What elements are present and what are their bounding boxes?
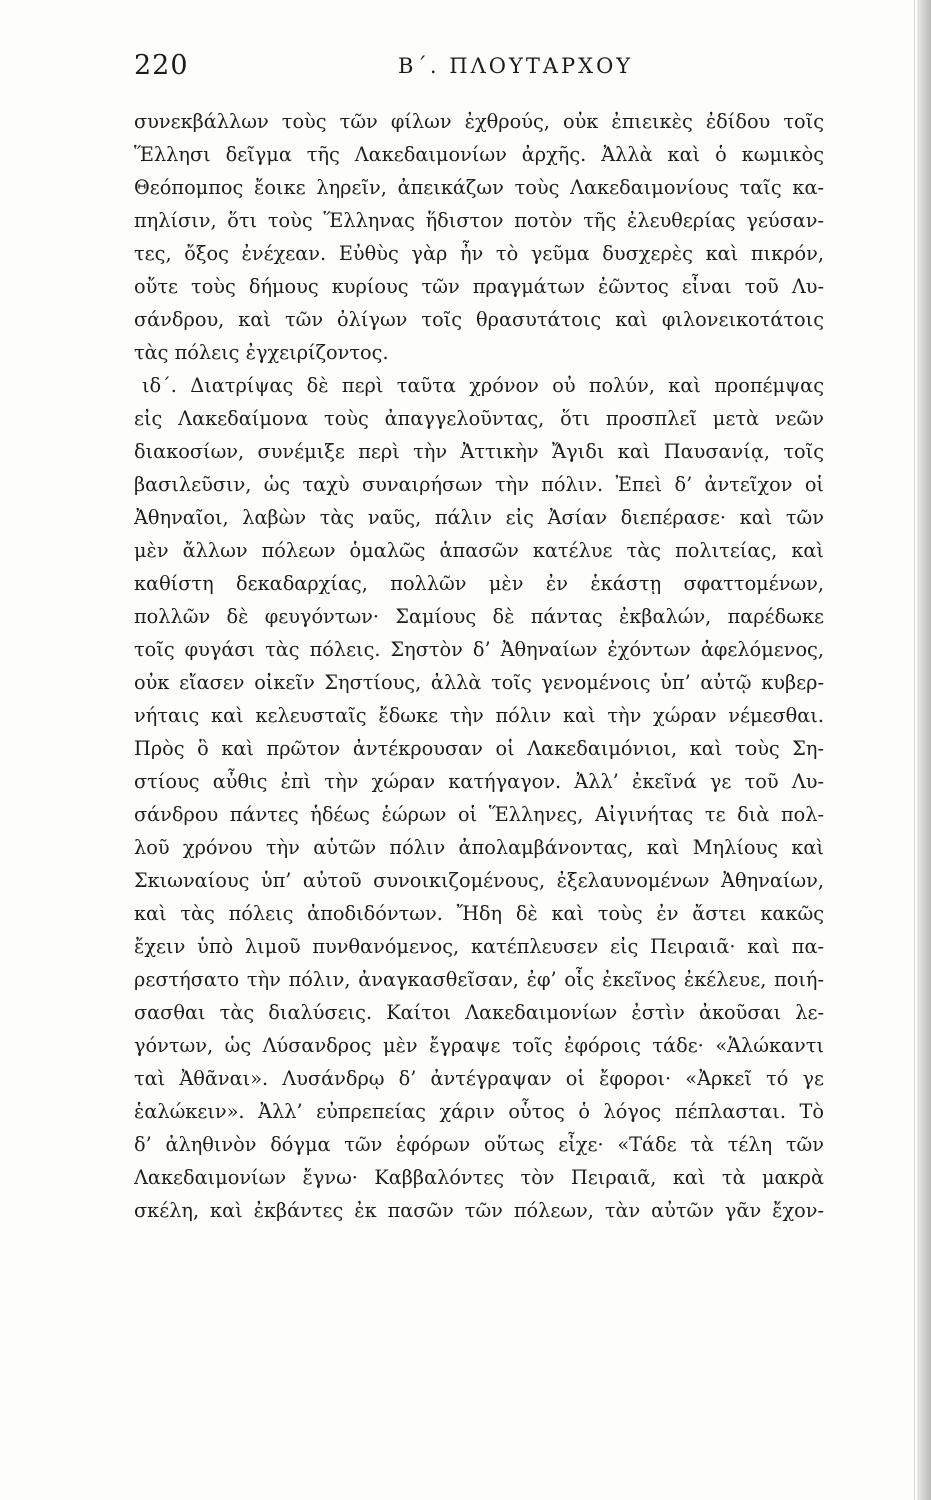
text-line: λοῦ χρόνου τὴν αὑτῶν πόλιν ἀπολαμβάνοντας, καὶ Μηλίους καὶ: [134, 836, 824, 859]
text-line: ἑαλώκειν». Ἀλλ’ εὐπρεπείας χάριν οὗτος ὁ λόγος πέπλασται. Τὸ: [134, 1100, 824, 1123]
page-header: [134, 50, 814, 94]
text-line: τοῖς φυγάσι τὰς πόλεις. Σηστὸν δ’ Ἀθηναίων ἐχόντων ἀφελόμενος,: [134, 638, 824, 661]
page-edge-shadow: [917, 0, 931, 1500]
text-line: πολλῶν δὲ φευγόντων· Σαμίους δὲ πάντας ἐκβαλών, παρέδωκε: [134, 605, 824, 628]
page-edge-line: [914, 0, 915, 1500]
text-line: Ἕλλησι δεῖγμα τῆς Λακεδαιμονίων ἀρχῆς. Ἀλλὰ καὶ ὁ κωμικὸς: [134, 143, 824, 166]
text-line: μὲν ἄλλων πόλεων ὁμαλῶς ἁπασῶν κατέλυε τὰς πολιτείας, καὶ: [134, 539, 824, 562]
text-line: ἔχειν ὑπὸ λιμοῦ πυνθανόμενος, κατέπλευσεν εἰς Πειραιᾶ· καὶ πα-: [134, 935, 824, 958]
text-line: στίους αὖθις ἐπὶ τὴν χώραν κατήγαγον. Ἀλλ’ ἐκεῖνά γε τοῦ Λυ-: [134, 770, 824, 793]
text-line: καθίστη δεκαδαρχίας, πολλῶν μὲν ἐν ἑκάστῃ σφαττομένων,: [134, 572, 824, 595]
text-line: ρεστήσατο τὴν πόλιν, ἀναγκασθεῖσαν, ἐφ’ οἷς ἐκεῖνος ἐκέλευε, ποιή-: [134, 968, 824, 991]
text-line: δ’ ἀληθινὸν δόγμα τῶν ἐφόρων οὕτως εἶχε· «Τάδε τὰ τέλη τῶν: [134, 1133, 824, 1156]
text-line: τὰς πόλεις ἐγχειρίζοντος.: [134, 341, 389, 364]
text-line: Ἀθηναῖοι, λαβὼν τὰς ναῦς, πάλιν εἰς Ἀσίαν διεπέρασε· καὶ τῶν: [134, 506, 824, 529]
text-line: ταὶ Ἀθᾶναι». Λυσάνδρῳ δ’ ἀντέγραψαν οἱ ἔφοροι· «Ἀρκεῖ τό γε: [134, 1067, 824, 1090]
text-line: γόντων, ὡς Λύσανδρος μὲν ἔγραψε τοῖς ἐφόροις τάδε· «Ἁλώκαντι: [134, 1034, 824, 1057]
section-heading-line: ιδ΄. Διατρίψας δὲ περὶ ταῦτα χρόνον οὐ πολύν, καὶ προπέμψας: [142, 374, 824, 397]
text-line: σκέλη, καὶ ἐκβάντες ἐκ πασῶν τῶν πόλεων, τὰν αὐτῶν γᾶν ἔχον-: [134, 1199, 824, 1222]
page-number: 220: [134, 50, 189, 81]
text-line: σάνδρου πάντες ἡδέως ἑώρων οἱ Ἕλληνες, Αἰγινήτας τε διὰ πολ-: [134, 803, 824, 826]
text-line: πηλίσιν, ὅτι τοὺς Ἕλληνας ἥδιστον ποτὸν τῆς ἐλευθερίας γεύσαν-: [134, 209, 824, 232]
text-line: εἰς Λακεδαίμονα τοὺς ἀπαγγελοῦντας, ὅτι προσπλεῖ μετὰ νεῶν: [134, 407, 824, 430]
text-line: διακοσίων, συνέμιξε περὶ τὴν Ἀττικὴν Ἄγιδι καὶ Παυσανίᾳ, τοῖς: [134, 440, 824, 463]
text-line: Θεόπομπος ἔοικε ληρεῖν, ἀπεικάζων τοὺς Λακεδαιμονίους ταῖς κα-: [134, 176, 824, 199]
text-line: τες, ὄξος ἐνέχεαν. Εὐθὺς γὰρ ἦν τὸ γεῦμα δυσχερὲς καὶ πικρόν,: [134, 242, 824, 265]
text-line: οὔτε τοὺς δήμους κυρίους τῶν πραγμάτων ἐῶντος εἶναι τοῦ Λυ-: [134, 275, 824, 298]
body-text: [134, 105, 824, 1227]
text-line: συνεκβάλλων τοὺς τῶν φίλων ἐχθρούς, οὐκ ἐπιεικὲς ἐδίδου τοῖς: [134, 110, 824, 133]
text-line: σασθαι τὰς διαλύσεις. Καίτοι Λακεδαιμονίων ἐστὶν ἀκοῦσαι λε-: [134, 1001, 824, 1024]
text-line: οὐκ εἴασεν οἰκεῖν Σηστίους, ἀλλὰ τοῖς γενομένοις ὑπ’ αὐτῷ κυβερ-: [134, 671, 824, 694]
text-line: νήταις καὶ κελευσταῖς ἔδωκε τὴν πόλιν καὶ τὴν χώραν νέμεσθαι.: [134, 704, 824, 727]
text-line: βασιλεῦσιν, ὡς ταχὺ συναιρήσων τὴν πόλιν. Ἐπεὶ δ’ ἀντεῖχον οἱ: [134, 473, 824, 496]
text-line: Πρὸς ὃ καὶ πρῶτον ἀντέκρουσαν οἱ Λακεδαιμόνιοι, καὶ τοὺς Ση-: [134, 737, 824, 760]
running-head: Β΄. ΠΛΟΥΤΑΡΧΟΥ: [398, 54, 634, 78]
text-line: καὶ τὰς πόλεις ἀποδιδόντων. Ἤδη δὲ καὶ τοὺς ἐν ἄστει κακῶς: [134, 902, 824, 925]
text-line: σάνδρου, καὶ τῶν ὀλίγων τοῖς θρασυτάτοις καὶ φιλονεικοτάτοις: [134, 308, 824, 331]
text-line: Σκιωναίους ὑπ’ αὐτοῦ συνοικιζομένους, ἐξελαυνομένων Ἀθηναίων,: [134, 869, 824, 892]
text-line: Λακεδαιμονίων ἔγνω· Καββαλόντες τὸν Πειραιᾶ, καὶ τὰ μακρὰ: [134, 1166, 824, 1189]
